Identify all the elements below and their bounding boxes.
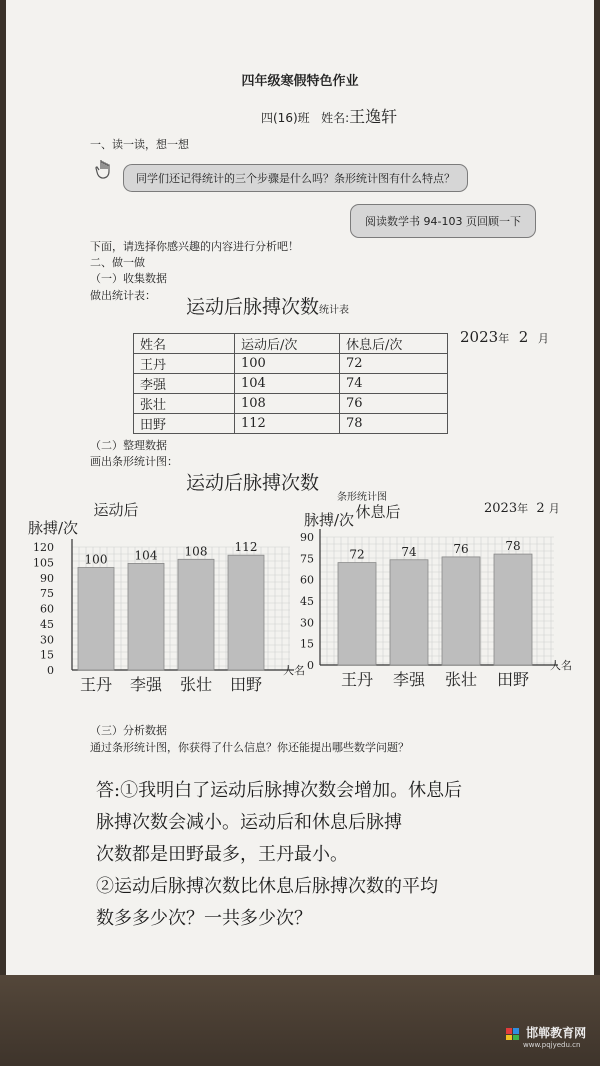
bar	[390, 560, 428, 665]
section1-heading: 一、读一读，想一想	[90, 138, 189, 151]
section2-heading: 二、做一做	[90, 256, 145, 269]
table-cell: 76	[340, 394, 448, 414]
chart-title	[186, 468, 319, 495]
table-cell: 112	[235, 414, 340, 434]
table-cell: 104	[235, 374, 340, 394]
category-label: 王丹	[79, 675, 113, 694]
table-date	[460, 328, 549, 346]
bar	[228, 555, 264, 670]
category-label: 张壮	[444, 670, 478, 689]
chart-title-handwritten: 运动后脉搏次数	[186, 472, 320, 494]
y-axis-label: 脉搏/次	[304, 511, 355, 529]
name-label: 姓名:	[321, 111, 350, 125]
category-label: 李强	[129, 675, 163, 694]
y-axis-label: 脉搏/次	[28, 519, 79, 537]
y-tick-label: 105	[33, 556, 54, 570]
chart-title-suffix: 条形统计图	[337, 492, 387, 503]
worksheet-paper	[6, 0, 594, 975]
bar	[128, 563, 164, 670]
chart-subtitle: 运动后	[93, 501, 139, 519]
watermark-url: www.pqjyedu.cn	[523, 1041, 581, 1049]
y-tick-label: 60	[40, 602, 54, 616]
header-after-rest: 休息后/次	[340, 334, 448, 354]
table-cell: 78	[340, 414, 448, 434]
table-cell: 王丹	[134, 354, 235, 374]
table-cell: 100	[235, 354, 340, 374]
table-cell: 张壮	[134, 394, 235, 414]
chart-date-month: 2	[536, 501, 545, 516]
y-tick-label: 15	[300, 637, 314, 651]
table-cell: 72	[340, 354, 448, 374]
draw-chart-label: 画出条形统计图：	[90, 455, 178, 468]
organize-data-heading: （二）整理数据	[90, 439, 167, 452]
y-tick-label: 75	[300, 552, 314, 566]
collect-data-heading: （一）收集数据	[90, 272, 167, 285]
class-name-line	[261, 104, 397, 127]
y-tick-label: 0	[47, 664, 54, 677]
chart-subtitle: 休息后	[355, 503, 401, 521]
question-bubble: 同学们还记得统计的三个步骤是什么吗？条形统计图有什么特点？	[123, 164, 468, 192]
table-cell: 田野	[134, 414, 235, 434]
bar	[494, 554, 532, 665]
hint-bubble: 阅读数学书 94-103 页回顾一下	[350, 204, 536, 238]
table-row	[134, 414, 448, 434]
table-title-suffix: 统计表	[319, 305, 350, 316]
make-table-label: 做出统计表：	[90, 289, 156, 302]
table-title-handwritten: 运动后脉搏次数	[186, 296, 320, 318]
answer-line: 脉搏次数会减小。运动后和休息后脉搏	[96, 812, 402, 833]
chart-year-char: 年	[517, 502, 529, 515]
category-label: 张壮	[179, 675, 213, 694]
category-label: 王丹	[340, 670, 374, 689]
chart-date-year: 2023	[484, 501, 518, 516]
bar-value-label: 112	[234, 540, 258, 555]
bar-value-label: 108	[184, 544, 208, 559]
date-year: 2023	[460, 328, 499, 346]
site-watermark	[505, 1022, 586, 1049]
handwritten-answer	[96, 775, 566, 935]
y-tick-label: 60	[300, 573, 314, 587]
bar-value-label: 100	[84, 552, 108, 567]
year-char: 年	[498, 332, 510, 345]
pulse-stats-table	[133, 333, 448, 434]
class-label: 四(16)班	[261, 111, 310, 125]
student-name: 王逸轩	[349, 107, 398, 126]
answer-line: 答:①我明白了运动后脉搏次数会增加。休息后	[96, 780, 463, 801]
month-char: 月	[537, 332, 549, 345]
y-tick-label: 30	[300, 616, 314, 630]
bar-value-label: 74	[401, 544, 417, 559]
y-tick-label: 120	[33, 541, 54, 554]
x-axis-label: 人名	[550, 659, 572, 672]
bar	[78, 568, 114, 671]
date-month: 2	[518, 328, 529, 346]
chart-month-char: 月	[548, 502, 560, 515]
pointing-hand-icon	[94, 158, 114, 180]
cube-logo-icon	[505, 1025, 521, 1041]
answer-line: ②运动后脉搏次数比休息后脉搏次数的平均	[96, 876, 438, 897]
y-tick-label: 75	[40, 587, 54, 601]
table-row	[134, 394, 448, 414]
analysis-question: 通过条形统计图，你获得了什么信息？你还能提出哪些数学问题？	[90, 741, 409, 754]
header-after-exercise: 运动后/次	[235, 334, 340, 354]
intro-text: 下面，请选择你感兴趣的内容进行分析吧！	[90, 240, 299, 253]
answer-line: 次数都是田野最多，王丹最小。	[96, 844, 348, 865]
category-label: 田野	[496, 670, 530, 689]
bar	[178, 559, 214, 670]
y-tick-label: 90	[40, 571, 54, 585]
y-tick-label: 15	[40, 648, 54, 662]
header-name: 姓名	[134, 334, 235, 354]
category-label: 李强	[392, 670, 426, 689]
y-tick-label: 45	[40, 617, 54, 631]
y-tick-label: 45	[300, 595, 314, 608]
y-tick-label: 30	[40, 633, 54, 647]
table-title	[186, 292, 349, 319]
analyze-data-heading: （三）分析数据	[90, 724, 167, 737]
x-axis-label: 人名	[283, 664, 305, 677]
bar-value-label: 78	[505, 539, 521, 554]
document-title: 四年级寒假特色作业	[241, 74, 359, 89]
bar	[442, 557, 480, 665]
table-row	[134, 354, 448, 374]
bar-value-label: 104	[134, 548, 158, 563]
y-tick-label: 90	[300, 531, 314, 544]
table-cell: 李强	[134, 374, 235, 394]
category-label: 田野	[229, 675, 263, 694]
bar	[338, 563, 376, 665]
bar-value-label: 76	[453, 541, 469, 556]
answer-line: 数多多少次？一共多少次？	[96, 908, 312, 929]
table-row	[134, 374, 448, 394]
table-cell: 74	[340, 374, 448, 394]
table-cell: 108	[235, 394, 340, 414]
bar-charts	[6, 495, 594, 700]
bar-value-label: 72	[349, 547, 365, 562]
y-tick-label: 0	[307, 659, 314, 672]
table-surface	[0, 975, 600, 1066]
watermark-text: 邯郸教育网	[526, 1026, 587, 1040]
table-header-row	[134, 334, 448, 354]
